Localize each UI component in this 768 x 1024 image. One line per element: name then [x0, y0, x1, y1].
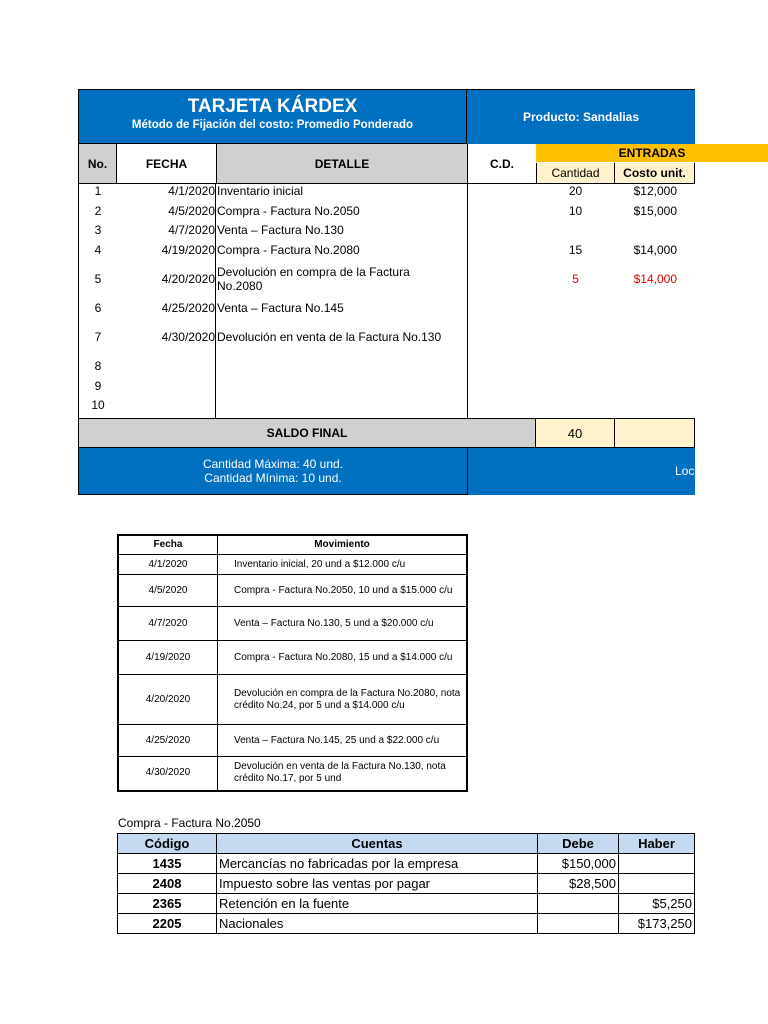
table-row: [118, 874, 695, 894]
row-fecha: 4/25/2020: [161, 301, 215, 315]
movimiento-cell: Venta – Factura No.130, 5 und a $20.000 c/u: [218, 607, 468, 641]
table-row: [118, 641, 467, 675]
row-no: 1: [94, 184, 102, 198]
col-header-no: No.: [78, 144, 117, 184]
row-cantidad: 10: [568, 204, 583, 218]
table-row: [118, 757, 467, 791]
saldo-final-label: SALDO FINAL: [78, 418, 536, 448]
table-header-row: [118, 535, 467, 555]
movimiento-cell: Devolución en compra de la Factura No.2080, nota crédito No.24, por 5 und a $14.000 c/u: [218, 675, 468, 725]
codigo-cell: 2205: [118, 914, 217, 934]
row-detalle: Compra - Factura No.2050: [217, 204, 360, 218]
row-detalle: Devolución en compra de la Factura No.2080: [217, 265, 410, 293]
row-no: 3: [94, 223, 102, 237]
row-cantidad: 15: [568, 243, 583, 257]
col-header-costo: Costo unit.: [615, 163, 695, 184]
footer-right-label: Loc: [675, 464, 695, 478]
row-cantidad: 5: [572, 272, 579, 286]
fecha-cell: 4/30/2020: [118, 757, 218, 791]
row-no: 9: [94, 379, 102, 393]
row-detalle: Venta – Factura No.130: [217, 223, 344, 237]
col-header-entradas: ENTRADAS: [536, 144, 768, 162]
codigo-cell: 1435: [118, 854, 217, 874]
codigo-cell: 2365: [118, 894, 217, 914]
row-no: 2: [94, 204, 102, 218]
col-header-cd: C.D.: [468, 144, 536, 184]
table-row: [118, 894, 695, 914]
kardex-title-block: [78, 89, 467, 144]
fecha-cell: 4/1/2020: [118, 555, 218, 575]
row-costo: $14,000: [633, 272, 677, 286]
product-label: Producto: Sandalias: [522, 110, 640, 124]
fecha-cell: 4/5/2020: [118, 575, 218, 607]
row-fecha: 4/20/2020: [161, 272, 215, 286]
footer-right-block: [468, 448, 695, 495]
col-header-cantidad: Cantidad: [536, 163, 615, 184]
row-detalle: Inventario inicial: [217, 184, 304, 198]
row-fecha: 4/7/2020: [168, 223, 215, 237]
movimiento-cell: Inventario inicial, 20 und a $12.000 c/u: [218, 555, 468, 575]
debe-cell: [538, 914, 619, 934]
kardex-subtitle: Método de Fijación del costo: Promedio Ponderado: [131, 119, 414, 131]
haber-cell: [619, 854, 695, 874]
cuenta-cell: Nacionales: [217, 914, 538, 934]
col-header-haber: Haber: [619, 834, 695, 854]
haber-cell: [619, 874, 695, 894]
cuenta-cell: Impuesto sobre las ventas por pagar: [217, 874, 538, 894]
row-fecha: 4/5/2020: [168, 204, 215, 218]
row-detalle: Venta – Factura No.145: [217, 301, 344, 315]
fecha-cell: 4/19/2020: [118, 641, 218, 675]
asiento-table: [117, 833, 695, 934]
row-detalle: Compra - Factura No.2080: [217, 243, 360, 257]
col-header-cuentas: Cuentas: [217, 834, 538, 854]
movimiento-cell: Venta – Factura No.145, 25 und a $22.000 c/u: [218, 725, 468, 757]
row-costo: $15,000: [633, 204, 677, 218]
kardex-product-block: [467, 89, 695, 144]
table-row: [118, 555, 467, 575]
cantidad-maxima: Cantidad Máxima: 40 und.: [202, 457, 344, 471]
row-fecha: 4/1/2020: [168, 184, 215, 198]
col-header-movimiento: Movimiento: [218, 535, 468, 555]
haber-cell: $5,250: [619, 894, 695, 914]
col-header-fecha: FECHA: [117, 144, 216, 184]
debe-cell: $28,500: [538, 874, 619, 894]
col-header-debe: Debe: [538, 834, 619, 854]
movimiento-cell: Compra - Factura No.2080, 15 und a $14.000 c/u: [218, 641, 468, 675]
fecha-cell: 4/7/2020: [118, 607, 218, 641]
row-fecha: 4/19/2020: [161, 243, 215, 257]
row-costo: $12,000: [633, 184, 677, 198]
table-header-row: [118, 834, 695, 854]
row-no: 6: [94, 301, 102, 315]
col-header-codigo: Código: [118, 834, 217, 854]
cantidad-minima: Cantidad Mínima: 10 und.: [204, 471, 342, 485]
table-row: [118, 725, 467, 757]
debe-cell: [538, 894, 619, 914]
codigo-cell: 2408: [118, 874, 217, 894]
movimiento-cell: Devolución en venta de la Factura No.130, nota crédito No.17, por 5 und: [218, 757, 468, 791]
row-no: 8: [94, 359, 102, 373]
row-no: 5: [94, 272, 102, 286]
cuenta-cell: Retención en la fuente: [217, 894, 538, 914]
movimiento-cell: Compra - Factura No.2050, 10 und a $15.000 c/u: [218, 575, 468, 607]
row-costo: $14,000: [633, 243, 677, 257]
cuenta-cell: Mercancías no fabricadas por la empresa: [217, 854, 538, 874]
table-row: [118, 914, 695, 934]
cantidades-block: [78, 448, 468, 495]
row-cantidad: 20: [568, 184, 583, 198]
row-detalle: Devolución en venta de la Factura No.130: [217, 330, 442, 344]
fecha-cell: 4/25/2020: [118, 725, 218, 757]
movimientos-table: [117, 534, 468, 792]
table-row: [118, 575, 467, 607]
asiento-title: Compra - Factura No.2050: [118, 816, 261, 830]
fecha-cell: 4/20/2020: [118, 675, 218, 725]
haber-cell: $173,250: [619, 914, 695, 934]
row-no: 10: [91, 398, 105, 412]
saldo-final-cantidad: 40: [536, 418, 615, 448]
saldo-final-costo: [615, 418, 695, 448]
row-no: 7: [94, 330, 102, 344]
kardex-title: TARJETA KÁRDEX: [187, 96, 358, 117]
row-fecha: 4/30/2020: [161, 330, 215, 344]
table-row: [118, 675, 467, 725]
row-no: 4: [94, 243, 102, 257]
table-row: [118, 607, 467, 641]
table-row: [118, 854, 695, 874]
debe-cell: $150,000: [538, 854, 619, 874]
col-header-fecha: Fecha: [118, 535, 218, 555]
col-header-detalle: DETALLE: [216, 144, 468, 184]
